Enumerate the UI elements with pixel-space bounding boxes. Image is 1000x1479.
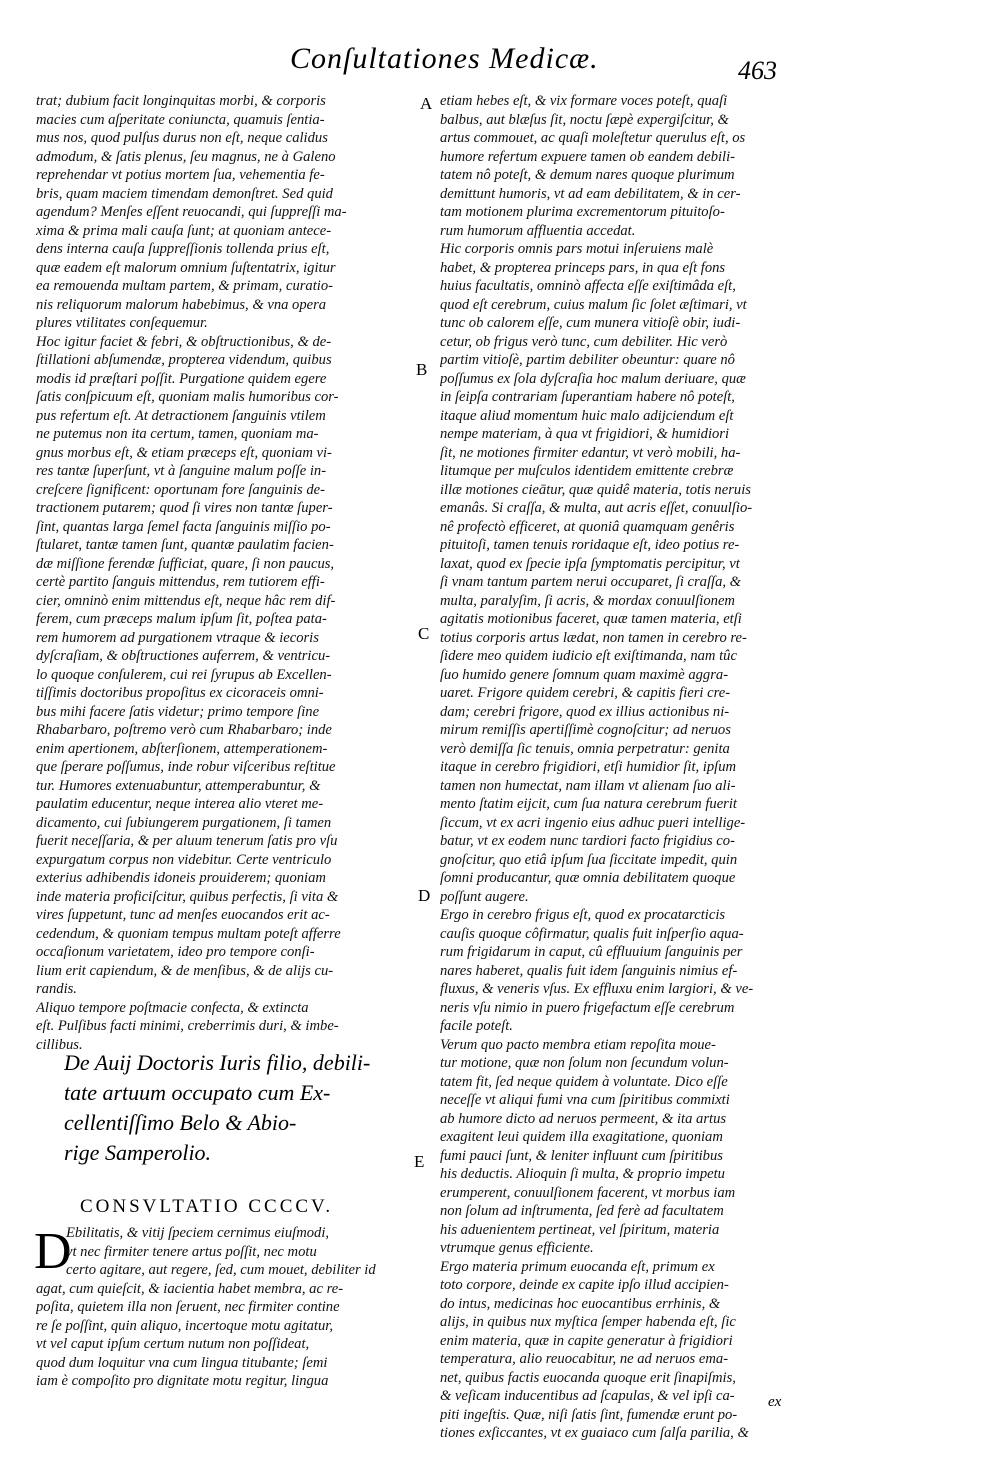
text-line: tunc ob calorem eſſe, cum munera vitioſè obir, iudi- — [440, 315, 741, 331]
margin-letter-e: E — [414, 1152, 425, 1171]
text-line: ſuo humido genere ſomnum quam maximè aggra- — [440, 666, 729, 683]
text-line: in ſeipſa contrariam ſuperantiam habere nô poteſt, — [440, 389, 735, 405]
catchword: ex — [768, 1394, 782, 1410]
text-line: eſt. Pulſibus facti minimi, creberrimis duri, & imbe- — [36, 1018, 339, 1034]
text-line: paulatim educentur, neque interea alio vteret me- — [36, 796, 324, 812]
text-line: lium erit capiendum, & de menſibus, & de alijs cu- — [36, 962, 334, 979]
text-line: facile poteſt. — [440, 1018, 513, 1034]
text-line: iam è compoſito pro dignitate motu regitur, lingua — [36, 1373, 329, 1389]
text-line: tur motione, quæ non ſolum non ſecundum volun- — [440, 1055, 729, 1071]
text-line: ſi vnam tantum partem nerui occuparet, ſi craſſa, & — [440, 574, 742, 590]
text-line: ſint, quantas larga ſemel facta ſanguinis miſſio po- — [36, 518, 331, 535]
text-line: poſita, quietem illa non ſeruent, nec firmiter contine — [36, 1299, 340, 1315]
text-line: nares haberet, qualis fuit idem ſanguinis nimius ef- — [440, 962, 738, 979]
text-line: dam; cerebri frigore, quod ex illius actionibus ni- — [440, 703, 730, 720]
text-line: nis reliquorum malorum habebimus, & vna opera — [36, 296, 327, 313]
text-line: enim materia, quæ in capite generatur à frigidiori — [440, 1332, 733, 1349]
left-column-lower-text — [36, 1224, 412, 1391]
text-line: tractionem putarem; quod ſi vires non tantæ ſuper- — [36, 500, 333, 516]
text-line: quod eſt cerebrum, cuius malum ſic ſolet æſtimari, vt — [440, 296, 747, 313]
text-line: admodum, & ſatis plenus, ſeu magnus, ne à Galeno — [36, 148, 336, 165]
text-line: uaret. Frigore quidem cerebri, & capitis fieri cre- — [440, 685, 731, 701]
text-line: totius corporis artus lædat, non tamen in cerebro re- — [440, 629, 747, 646]
text-line: dens interna cauſa ſuppreſſionis tollenda prius eſt, — [36, 241, 330, 257]
text-line: modis id præſtari poſſit. Purgatione quidem egere — [36, 370, 327, 387]
text-line: nempe materiam, à qua vt frigidiori, & humidiori — [440, 426, 730, 442]
text-line: bus mihi facere ſatis videtur; primo tempore ſine — [36, 703, 320, 720]
text-line: lo quoque conſulerem, cui rei ſyrupus ab Excellen- — [36, 666, 332, 683]
text-line: dicamento, cui ſubiungerem purgationem, ſi tamen — [36, 814, 332, 831]
section-title-line: rige Samperolio. — [64, 1140, 212, 1165]
text-line: cauſis quoque côfirmatur, qualis fuit inſperſio aqua- — [440, 925, 744, 942]
text-line: agitatis motionibus faceret, quæ tamen materia, etſi — [440, 611, 742, 627]
text-line: itaque in cerebro frigidiori, etſi humidior ſit, ipſum — [440, 759, 737, 775]
text-line: illæ motiones cieātur, quæ quidê materia, totis neruis — [440, 481, 751, 498]
text-line: enim apertionem, abſterſionem, attemperationem- — [36, 740, 328, 757]
text-line: xima & prima mali cauſa ſunt; at quoniam antece- — [36, 222, 332, 239]
margin-letter-c: C — [418, 624, 430, 643]
text-line: bris, quam maciem timendam demonſtret. Sed quid — [36, 185, 333, 202]
text-line: ferem, cum præceps malum ipſum ſit, poſtea pata- — [36, 611, 327, 627]
text-line: pituitoſi, tamen tenuis roridaque eſt, ideo potius re- — [440, 537, 740, 553]
text-line: ſtularet, tantæ tamen ſunt, quantæ paulatim facien- — [36, 537, 334, 553]
text-line: agat, cum quieſcit, & iacientia habet membra, ac re- — [36, 1280, 344, 1297]
text-line: nê profectò efficeret, at quoniâ quamquam genêris — [440, 518, 735, 535]
text-line: gnus morbus eſt, & etiam præceps eſt, quoniam vi- — [36, 444, 332, 461]
text-line: occaſionum varietatem, ideo pro tempore conſi- — [36, 944, 315, 960]
text-line: ſatis conſpicuum eſt, quoniam malis humoribus cor- — [36, 389, 339, 405]
text-line: huius facultatis, omninò affecta eſſe exiſtimâda eſt, — [440, 278, 736, 294]
text-line: creſcere ſignificent: oportunam fore ſanguinis de- — [36, 481, 325, 498]
section-title-line: De Auij Doctoris Iuris filio, debili- — [64, 1050, 371, 1075]
text-line: que ſperare poſſumus, inde robur viſceribus reſtitue — [36, 759, 336, 775]
text-line: trat; dubium facit longinquitas morbi, & corporis — [36, 93, 326, 109]
text-line: Ergo materia primum euocanda eſt, primum ex — [440, 1258, 715, 1275]
margin-letter-d: D — [418, 886, 431, 905]
text-line: expurgatum corpus non videbitur. Certe ventriculo — [36, 851, 332, 868]
left-column-text — [36, 92, 412, 1054]
text-line: pus refertum eſt. At detractionem ſanguinis vtilem — [36, 407, 326, 424]
text-line: res tantæ ſuperſunt, vt à ſanguine malum poſſe in- — [36, 463, 327, 479]
text-line: dæ miſſione ferendæ ſufficiat, quare, ſi non paucus, — [36, 555, 335, 572]
text-line: neceſſe vt aliqui fumi vna cum ſpiritibus commixti — [440, 1092, 730, 1108]
text-line: toto corpore, deinde ex capite ipſo illud accipien- — [440, 1277, 729, 1293]
text-line: tur. Humores extenuabuntur, attemperabuntur, & — [36, 777, 321, 794]
text-line: exterius adhibendis idoneis prouiderem; quoniam — [36, 870, 326, 886]
text-line: Hoc igitur faciet & febri, & obſtructionibus, & de- — [36, 333, 332, 350]
drop-cap: D — [34, 1223, 72, 1280]
consultatio-heading: CONSVLTATIO CCCCV. — [80, 1196, 334, 1217]
text-line: cier, omninò enim mittendus eſt, neque hâc rem dif- — [36, 592, 336, 609]
text-line: alijs, in quibus nux myſtica ſemper habenda eſt, ſic — [440, 1314, 736, 1330]
right-column-text — [440, 92, 816, 1443]
text-line: ea remouenda multam partem, & primam, curatio- — [36, 278, 333, 294]
text-line: tiſſimis doctoribus propoſitus ex cicoraceis omni- — [36, 685, 324, 701]
text-line: Aliquo tempore poſtmacie confecta, & extincta — [36, 999, 309, 1016]
text-line: fluxus, & veneris vſus. Ex effluxu enim largiori, & ve- — [440, 981, 754, 997]
text-line: Hic corporis omnis pars motui inſeruiens malè — [440, 241, 714, 257]
text-line: do intus, medicinas hoc euocantibus errhinis, & — [440, 1295, 721, 1312]
text-line: tamen non humectat, nam illam vt alienam ſuo ali- — [440, 777, 736, 794]
text-line: tam motionem plurima excrementorum pituitoſo- — [440, 204, 725, 220]
text-line: multa, paralyſim, ſi acris, & mordax conuulſionem — [440, 592, 735, 609]
text-line: partim vitioſè, partim debiliter obeuntur: quare nô — [440, 352, 735, 368]
text-line: Ebilitatis, & vitij ſpeciem cernimus eiuſmodi, — [66, 1225, 330, 1241]
text-line: ſit, ne motiones firmiter edantur, vt verò mobili, ha- — [440, 444, 741, 461]
text-line: Ergo in cerebro frigus eſt, quod ex procatarcticis — [440, 907, 726, 923]
text-line: tatem fit, ſed neque quidem à voluntate. Dico eſſe — [440, 1073, 728, 1090]
text-line: exagitent leui quidem illa exagitatione, quoniam — [440, 1129, 723, 1145]
text-line: non ſolum ad inſtrumenta, ſed ferè ad facultatem — [440, 1203, 724, 1219]
text-line: quæ eadem eſt malorum omnium ſuſtentatrix, igitur — [36, 259, 336, 276]
text-line: inde materia proficiſcitur, quibus perfectis, ſi vita & — [36, 888, 339, 905]
text-line: ſtillationi abſumendæ, propterea videndum, quibus — [36, 352, 332, 368]
text-line: certo agitare, aut regere, ſed, cum mouet, debiliter id — [66, 1262, 376, 1278]
text-line: balbus, aut blæſus ſit, noctu ſæpè expergiſcitur, & — [440, 111, 729, 128]
text-line: cillibus. — [36, 1036, 83, 1053]
text-line: itaque aliud momentum huic malo adijciendum eſt — [440, 407, 734, 424]
text-line: verò demiſſa ſic tenuis, omnia perpetratur: genita — [440, 740, 730, 757]
margin-letter-a: A — [420, 94, 433, 113]
text-line: ſiccum, vt ex acri ingenio eius adhuc pueri intellige- — [440, 814, 746, 831]
margin-letter-b: B — [416, 360, 428, 379]
text-line: cedendum, & quoniam tempus multam poteſt afferre — [36, 925, 341, 942]
text-line: cetur, ob frigus verò tunc, cum debiliter. Hic verò — [440, 333, 728, 350]
text-line: tatem nô poteſt, & demum nares quoque plurimum — [440, 167, 735, 183]
text-line: ne putemus non ita certum, tamen, quoniam ma- — [36, 426, 319, 442]
text-line: neris vſu nimio in puero frigefactum eſſe cerebrum — [440, 999, 735, 1016]
text-line: agendum? Menſes eſſent reuocandi, qui ſuppreſſi ma- — [36, 204, 347, 220]
text-line: his aduenientem pertineat, vel ſpiritum, materia — [440, 1221, 720, 1238]
text-line: poſſumus ex ſola dyſcraſia hoc malum deriuare, quæ — [440, 370, 746, 387]
text-line: quod dum loquitur vna cum lingua titubante; ſemi — [36, 1354, 328, 1371]
text-line: batur, vt ex eodem nunc tardiori facto frigidius co- — [440, 833, 735, 849]
text-line: vt nec firmiter tenere artus poſſit, nec motu — [66, 1243, 317, 1260]
text-line: rem humorem ad purgationem vtraque & iecoris — [36, 629, 319, 646]
text-line: emanâs. Si craſſa, & multa, aut acris eſſet, conuulſio- — [440, 500, 753, 516]
text-line: reprehendar vt potius mortem ſua, vehementia fe- — [36, 167, 325, 183]
text-line: poſſunt augere. — [440, 888, 529, 905]
text-line: Rhabarbaro, poſtremo verò cum Rhabarbaro; inde — [36, 722, 332, 738]
page-number: 463 — [738, 56, 777, 85]
text-line: rum humorum affluentia accedat. — [440, 222, 636, 239]
text-line: habet, & propterea princeps pars, in qua eſt fons — [440, 259, 726, 276]
text-line: piti ingeſtis. Quæ, niſi ſatis ſint, fumendæ erunt po- — [440, 1406, 738, 1423]
text-line: ab humore dicto ad neruos permeent, & ita artus — [440, 1110, 727, 1127]
section-title — [64, 1048, 404, 1168]
text-line: mento ſtatim eijcit, cum ſua natura cerebrum fuerit — [440, 796, 737, 812]
text-line: net, quibus factis euocanda quoque erit ſinapiſmis, — [440, 1369, 736, 1386]
text-line: tiones exſiccantes, vt ex guaiaco cum ſalſa parilia, & — [440, 1425, 749, 1441]
section-title-line: cellentiſſimo Belo & Abio- — [64, 1110, 297, 1135]
text-line: temperatura, alio reuocabitur, ne ad neruos ema- — [440, 1351, 729, 1367]
running-title: Conſultationes Medicæ. — [290, 42, 599, 75]
text-line: ſidere meo quidem iudicio eſt exiſtimanda, nam tûc — [440, 648, 737, 664]
text-line: gnoſcitur, quo etiâ ipſum ſua ſiccitate impedit, quin — [440, 851, 738, 868]
text-line: mus nos, quod pulſus durus non eſt, neque calidus — [36, 130, 328, 146]
text-line: his deductis. Alioquin ſi multa, & proprio impetu — [440, 1166, 725, 1182]
text-line: mirum remiſſis apertiſſimè cognoſcitur; ad neruos — [440, 722, 731, 738]
text-line: erumperent, conuulſionem facerent, vt morbus iam — [440, 1184, 736, 1201]
text-line: vt vel caput ipſum certum nutum non poſſideat, — [36, 1336, 310, 1352]
text-line: macies cum aſperitate coniuncta, quamuis ſentia- — [36, 111, 325, 128]
text-line: litumque per muſculos identidem emittente crebræ — [440, 463, 734, 479]
text-line: randis. — [36, 981, 77, 997]
text-line: artus commouet, ac quaſi moleſtetur querulus eſt, os — [440, 130, 746, 146]
section-title-line: tate artuum occupato cum Ex- — [64, 1080, 331, 1105]
text-line: fumi pauci ſunt, & leniter influunt cum ſpiritibus — [440, 1147, 723, 1164]
text-line: demittunt humoris, vt ad eam debilitatem, & in cer- — [440, 185, 741, 202]
text-line: fuerit neceſſaria, & per aluum tenerum ſatis pro vſu — [36, 833, 338, 849]
text-line: & veſicam inducentibus ad ſcapulas, & vel ipſi ca- — [440, 1388, 735, 1404]
text-line: plures vtilitates conſequemur. — [36, 315, 208, 331]
text-line: ſomni producantur, quæ omnia debilitatem quoque — [440, 870, 736, 886]
text-line: laxat, quod ex ſpecie ipſa ſymptomatis percipitur, vt — [440, 555, 740, 572]
text-line: Verum quo pacto membra etiam repoſita moue- — [440, 1036, 716, 1053]
text-line: vires ſuppetunt, tunc ad menſes euocandos erit ac- — [36, 907, 330, 923]
text-line: re ſe poſſint, quin aliquo, incertoque motu agitatur, — [36, 1317, 333, 1334]
text-line: etiam hebes eſt, & vix formare voces poteſt, quaſi — [440, 93, 728, 109]
text-line: dyſcraſiam, & obſtructiones auferrem, & ventricu- — [36, 648, 331, 664]
text-line: certè partito ſanguis mittendus, rem tutiorem effi- — [36, 574, 325, 590]
text-line: humore refertum expuere tamen ob eandem debili- — [440, 148, 736, 165]
text-line: vtrumque genus efficiente. — [440, 1240, 594, 1256]
text-line: rum frigidarum in caput, cû effluuium ſanguinis per — [440, 944, 743, 960]
